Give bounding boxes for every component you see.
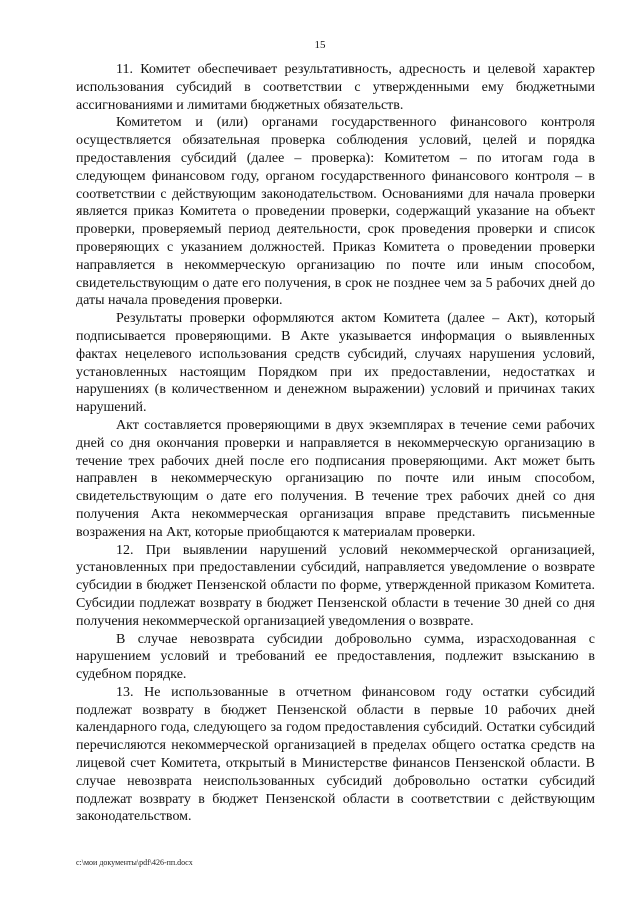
paragraph-clause-13: 13. Не использованные в отчетном финансовом году остатки субсидий подлежат возврату в бюджет Пензенской области в первые 10 рабочих дней календарного года, следующего за годом предоставления субсидий. Остатки субсидий перечисляются некоммерческой организацией в пределах общего остатка средств на лицевой счет Комитета, открытый в Министерстве финансов Пензенской области. В случае невозврата неиспользованных субсидий добровольно остатки субсидий подлежат возврату в бюджет Пензенской области в соответствии с действующим законодательством.: [76, 684, 595, 825]
page-number: 15: [314, 39, 326, 51]
document-body: [76, 61, 595, 826]
paragraph-clause-12: 12. При выявлении нарушений условий некоммерческой организацией, установленных при предоставлении субсидий, направляется уведомление о возврате субсидии в бюджет Пензенской области по форме, утвержденной приказом Комитета. Субсидии подлежат возврату в бюджет Пензенской области в течение 30 дней со дня получения некоммерческой организацией уведомления о возврате.: [76, 542, 595, 629]
paragraph-inspection-procedure: Комитетом и (или) органами государственного финансового контроля осуществляется обязательная проверка соблюдения условий, целей и порядка предоставления субсидий (далее – проверка): Комитетом – по итогам года в следующем финансовом году, органом государственного финансового контроля – в соответствии с действующим законодательством. Основаниями для начала проверки является приказ Комитета о проведении проверки, содержащий указание на объект проверки, проверяемый период деятельности, срок проведения проверки и список проверяющих с указанием должностей. Приказ Комитета о проведении проверки направляется в некоммерческую организацию по почте или иным способом, свидетельствующим о дате его получения, в срок не позднее чем за 5 рабочих дней до даты начала проведения проверки.: [76, 115, 595, 309]
paragraph-act-drafting: Акт составляется проверяющими в двух экземплярах в течение семи рабочих дней со дня окончания проверки и направляется в некоммерческую организацию в течение трех рабочих дней после его подписания проверяющими. Акт может быть направлен в некоммерческую организацию по почте или иным способом, свидетельствующим о дате его получения. В течение трех рабочих дней со дня получения Акта некоммерческая организация вправе представить письменные возражения на Акт, которые приобщаются к материалам проверки.: [76, 417, 595, 540]
paragraph-inspection-results: Результаты проверки оформляются актом Комитета (далее – Акт), который подписывается проверяющими. В Акте указывается информация о выявленных фактах нецелевого использования средств субсидий, случаях нарушения условий, установленных настоящим Порядком при их предоставлении, недостатках и нарушениях (в количественном и денежном выражении) условий и причинах таких нарушений.: [76, 311, 595, 416]
paragraph-non-return: В случае невозврата субсидии добровольно сумма, израсходованная с нарушением условий и требований ее предоставления, подлежит взысканию в судебном порядке.: [76, 631, 595, 683]
footer-file-path: c:\мои документы\pdf\426-пп.docx: [76, 858, 193, 867]
paragraph-clause-11: 11. Комитет обеспечивает результативность, адресность и целевой характер использования субсидий в соответствии с утвержденными ему бюджетными ассигнованиями и лимитами бюджетных обязательств.: [76, 62, 595, 113]
